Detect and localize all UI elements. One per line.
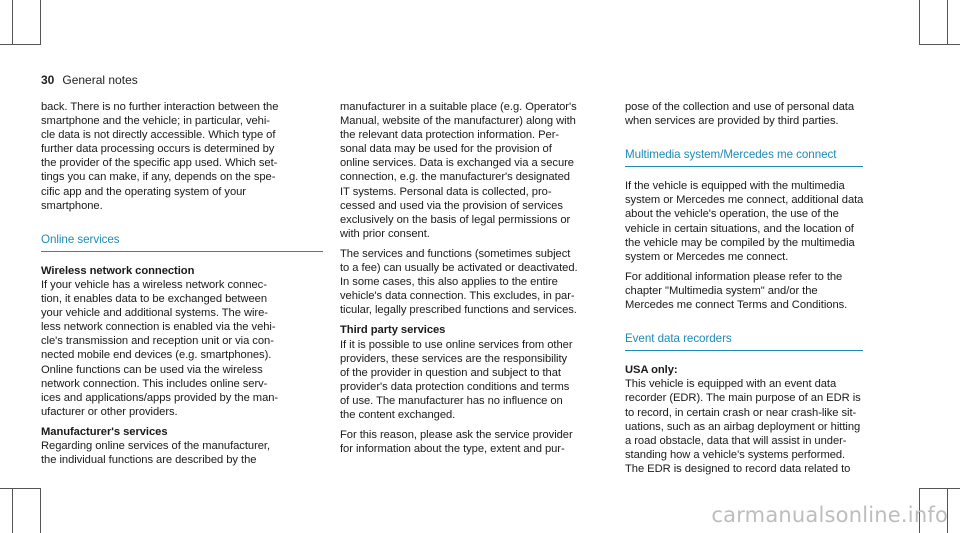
column-left [41,100,323,467]
crop-mark [919,44,960,45]
crop-mark [919,488,960,489]
multimedia-paragraph: If the vehicle is equipped with the multimedia system or Mercedes me connect, additional data about the vehicle's operation, the use of the vehicle in certain situations, and the location of the vehicle may be compiled by the multimedia system or Mercedes me connect. [625,180,864,263]
third-party-continued-paragraph: pose of the collection and use of personal data when services are provided by third parties. [625,101,855,128]
event-data-recorders-heading: Event data recorders [625,332,863,351]
manufacturer-continued-paragraph: manufacturer in a suitable place (e.g. Operator's Manual, website of the manufacturer) along with the relevant data protection information. Per- sonal data may be used for the provision of online services. Data is exchanged via a secure connection, e.g. the manufacturer's designated IT systems. Personal data is collected, pro- cessed and used via the provision of services exclusively on the basis of legal permissions or with prior consent. [340,101,577,240]
manufacturer-subheading: Manufacturer's services [41,425,168,438]
edr-paragraph: This vehicle is equipped with an event data recorder (EDR). The main purpose of an EDR is to record, in certain crash or near crash-like sit- uations, such as an airbag deployment or hitting a road obstacle, data that will assist in under- standing how a vehicle's systems performed. The EDR is designed to record data related to [625,378,861,475]
crop-mark [12,0,13,45]
column-middle [340,100,606,456]
ask-provider-paragraph: For this reason, please ask the service provider for information about the type, extent and pur- [340,429,573,456]
crop-mark [919,0,920,45]
services-functions-paragraph: The services and functions (sometimes subject to a fee) can usually be activated or deactivated. In some cases, this also applies to the entire vehicle's data connection. This excludes, in par- ticular, legally prescribed functions and services. [340,247,578,317]
watermark: carmanualsonline.info [711,503,948,527]
crop-mark [0,44,40,45]
crop-mark [40,488,41,533]
page-number: 30 [41,73,55,87]
intro-paragraph: back. There is no further interaction between the smartphone and the vehicle; in particular, vehi- cle data is not directly accessible. Which type of further data processing occurs is determined by the provider of the specific app used. Which set- tings you can make, if any, depends on the spe- cific app and the operating system of your smartphone. [41,101,279,212]
crop-mark [0,488,40,489]
third-party-subheading: Third party services [340,324,446,337]
manufacturer-paragraph: Regarding online services of the manufacturer, the individual functions are described by the [41,439,271,467]
usa-only-subheading: USA only: [625,364,678,377]
multimedia-heading: Multimedia system/Mercedes me connect [625,148,863,167]
section-title: General notes [62,73,138,87]
page-header [41,73,138,87]
wireless-subheading: Wireless network connection [41,264,195,277]
crop-mark [40,0,41,45]
online-services-heading: Online services [41,233,323,252]
crop-mark [12,488,13,533]
third-party-paragraph: If it is possible to use online services from other providers, these services are the responsibility of the provider in question and subject to that provider's data protection conditions and terms of use. The manufacturer has no influence on the content exchanged. [340,338,573,421]
wireless-paragraph: If your vehicle has a wireless network connec- tion, it enables data to be exchanged between your vehicle and additional systems. The wire- less network connection is enabled via the vehi- cle's transmission and reception unit or via con- nected mobile end devices (e.g. smartphones). Online functions can be used via the wireless network connection. This includes online serv- ices and applications/apps provided by the man- ufacturer or other providers. [41,278,279,418]
additional-info-paragraph: For additional information please refer to the chapter "Multimedia system" and/or the Mercedes me connect Terms and Conditions. [625,270,848,312]
column-right [625,100,863,476]
crop-mark [947,0,948,45]
